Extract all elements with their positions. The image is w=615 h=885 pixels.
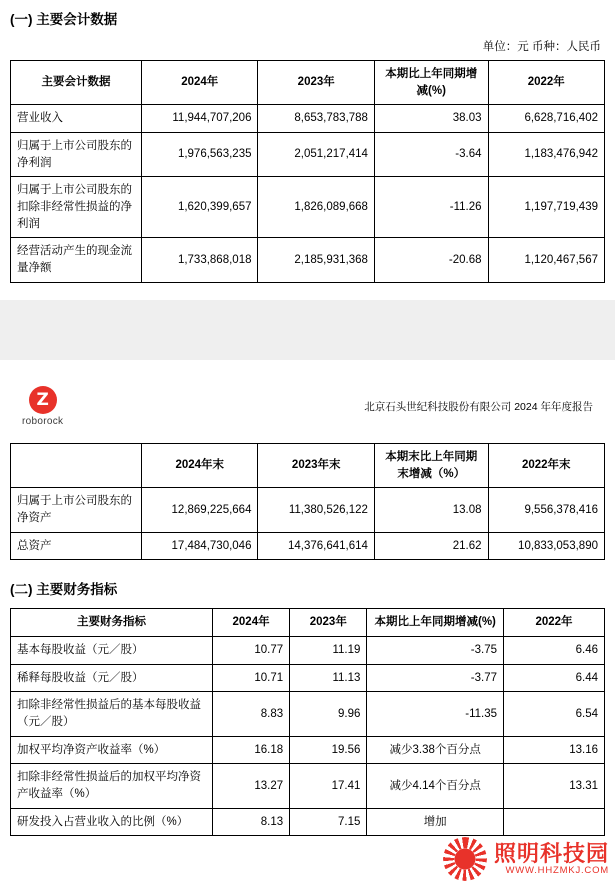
cell-2024: 8.83 [212,692,289,736]
row-label: 基本每股收益（元／股） [11,637,213,665]
col-header-item [11,444,142,488]
cell-2023: 11.13 [290,664,367,692]
row-label: 加权平均净资产收益率（%） [11,736,213,764]
table-row [11,133,605,177]
document-header [10,386,605,427]
table-header-row [11,61,605,105]
table-row [11,105,605,133]
main-financial-indicators-table [10,608,605,836]
cell-2024: 1,733,868,018 [142,238,258,282]
col-header-2023: 2023年 [258,61,374,105]
section-two-title: (二) 主要财务指标 [10,582,118,598]
table-row [11,808,605,836]
cell-2022 [504,808,605,836]
cell-change: -11.26 [374,177,488,238]
cell-2023: 14,376,641,614 [258,532,374,560]
col-header-2023-end: 2023年末 [258,444,374,488]
cell-2022: 1,183,476,942 [488,133,605,177]
balance-sheet-data-table [10,443,605,560]
row-label: 经营活动产生的现金流量净额 [11,238,142,282]
cell-2024: 1,976,563,235 [142,133,258,177]
row-label: 研发投入占营业收入的比例（%） [11,808,213,836]
col-header-change: 本期比上年同期增减(%) [367,609,504,637]
row-label: 稀释每股收益（元／股） [11,664,213,692]
cell-2022: 6.44 [504,664,605,692]
cell-2023: 1,826,089,668 [258,177,374,238]
cell-2024: 1,620,399,657 [142,177,258,238]
cell-2023: 2,051,217,414 [258,133,374,177]
cell-2024: 10.77 [212,637,289,665]
cell-2024: 12,869,225,664 [142,488,258,532]
watermark-url: WWW.HHZMKJ.COM [505,865,609,877]
row-label: 归属于上市公司股东的净资产 [11,488,142,532]
page-bottom-sheet [0,360,615,885]
cell-2022: 13.16 [504,736,605,764]
main-accounting-data-table [10,60,605,283]
cell-2022: 1,120,467,567 [488,238,605,282]
col-header-2023: 2023年 [290,609,367,637]
col-header-2024-end: 2024年末 [142,444,258,488]
cell-2024: 10.71 [212,664,289,692]
row-label: 营业收入 [11,105,142,133]
row-label: 归属于上市公司股东的扣除非经常性损益的净利润 [11,177,142,238]
cell-change: -3.75 [367,637,504,665]
table-header-row [11,444,605,488]
col-header-2022: 2022年 [488,61,605,105]
brand-name: roborock [22,416,64,427]
cell-change: 21.62 [374,532,488,560]
cell-change: 13.08 [374,488,488,532]
watermark-title: 照明科技园 [493,840,609,866]
cell-2024: 11,944,707,206 [142,105,258,133]
table-row [11,532,605,560]
cell-change: 减少3.38个百分点 [367,736,504,764]
cell-2022: 6,628,716,402 [488,105,605,133]
cell-change: 38.03 [374,105,488,133]
row-label: 扣除非经常性损益后的加权平均净资产收益率（%） [11,764,213,808]
cell-2022: 1,197,719,439 [488,177,605,238]
cell-2023: 11,380,526,122 [258,488,374,532]
cell-2023: 7.15 [290,808,367,836]
cell-2024: 8.13 [212,808,289,836]
col-header-2024: 2024年 [142,61,258,105]
section-one-title: (一) 主要会计数据 [10,12,118,27]
cell-2023: 2,185,931,368 [258,238,374,282]
cell-2022: 9,556,378,416 [488,488,605,532]
table-row [11,488,605,532]
page-top-sheet [0,0,615,300]
table-row [11,637,605,665]
cell-change: -20.68 [374,238,488,282]
cell-2024: 16.18 [212,736,289,764]
table-row [11,238,605,282]
cell-2022: 10,833,053,890 [488,532,605,560]
section-one-unit-line: 单位：元 币种：人民币 [482,41,601,53]
row-label: 归属于上市公司股东的净利润 [11,133,142,177]
col-header-2024: 2024年 [212,609,289,637]
row-label: 扣除非经常性损益后的基本每股收益（元／股） [11,692,213,736]
col-header-item: 主要财务指标 [11,609,213,637]
cell-change: 增加 [367,808,504,836]
col-header-item: 主要会计数据 [11,61,142,105]
cell-2023: 9.96 [290,692,367,736]
col-header-change: 本期末比上年同期末增减（%） [374,444,488,488]
page-gutter [0,300,615,360]
row-label: 总资产 [11,532,142,560]
cell-2024: 13.27 [212,764,289,808]
report-title: 北京石头世纪科技股份有限公司 2024 年年度报告 [364,401,593,413]
cell-change: -3.77 [367,664,504,692]
watermark-text [494,842,609,876]
cell-change: -3.64 [374,133,488,177]
cell-2023: 8,653,783,788 [258,105,374,133]
roborock-mark-icon: Z [29,386,57,414]
table-row [11,736,605,764]
watermark [443,837,609,881]
table-row [11,177,605,238]
cell-2023: 11.19 [290,637,367,665]
table-header-row [11,609,605,637]
col-header-change: 本期比上年同期增减(%) [374,61,488,105]
cell-2022: 6.54 [504,692,605,736]
col-header-2022: 2022年 [504,609,605,637]
cell-2024: 17,484,730,046 [142,532,258,560]
col-header-2022-end: 2022年末 [488,444,605,488]
cell-2022: 13.31 [504,764,605,808]
cell-change: 减少4.14个百分点 [367,764,504,808]
cell-2022: 6.46 [504,637,605,665]
table-row [11,764,605,808]
table-row [11,692,605,736]
table-row [11,664,605,692]
watermark-logo-icon [443,837,487,881]
cell-2023: 19.56 [290,736,367,764]
brand-logo [22,386,63,427]
cell-change: -11.35 [367,692,504,736]
cell-2023: 17.41 [290,764,367,808]
